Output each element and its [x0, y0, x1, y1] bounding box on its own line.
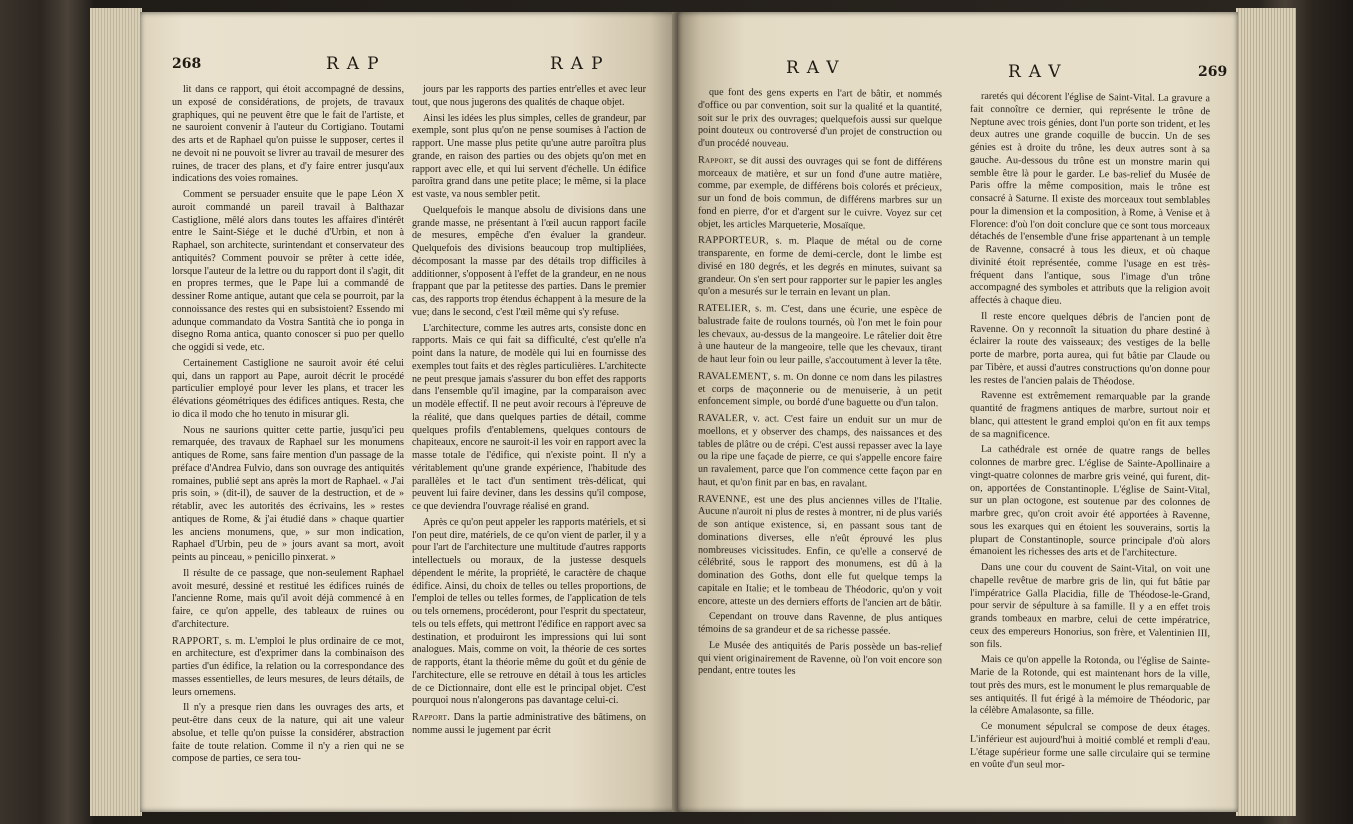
paragraph: Quelquefois le manque absolu de divisions dans une grande masse, ne présentant à l'œil aucun rapport facile de mesures, empêche d'en évaluer la grandeur. Quelquefois des divisions beaucoup trop multipliées, décomposant la masse par des détails trop difficiles à additionner, s'opposent à l'effet de la grandeur, en ne nous frappant que par la petitesse des parties. Dans le premier cas, des rapports trop étendus échappent à la mesure de la vue; dans le second, c'est l'œil même qui s'y refuse.: [412, 204, 646, 318]
paragraph: Ce monument sépulcral se compose de deux étages. L'inférieur est aujourd'hui à moitié comblé et rempli d'eau. L'étage supérieur forme une salle circulaire qui se termine en voûte d'un seul mor-: [970, 720, 1210, 771]
right-page-edges: [1236, 8, 1296, 816]
entry-text: , s. m. Plaque de métal ou de corne transparente, en forme de demi-cercle, dont le limbe est divisé en 180 degrés, et les degrés en minutes, suivant sa grandeur. On s'en sert pour rapporter sur le papier les angles qu'on a mesurés sur le terrain en levant un plan.: [698, 235, 942, 299]
entry-headword: Rapport: [698, 154, 734, 166]
running-head: RAP: [550, 54, 611, 74]
dictionary-entry: [698, 413, 942, 492]
paragraph: Après ce qu'on peut appeler les rapports matériels, et si l'on peut dire, matériels, de ce qu'on vient de parler, il y a pour l'art de l'architecture une multitude d'autres rapports intellectuels ou moraux, de la justesse desquels dépendent le mérite, la propriété, le caractère de chaque édifice. Ainsi, du choix de telles ou telles proportions, de l'emploi de telles ou telles formes, de l'application de tels ou tels ornemens, procéderont, pour l'esprit du spectateur, tels ou tels effets, qui mettront l'édifice en rapport avec sa destination, et produiront les impressions qui lui sont analogues. Mais, comme on voit, la théorie de ces sortes de rapports, étant la théorie même du goût et du génie de l'architecture, elle se retrouve en détail à tous les articles de ce Dictionnaire, dont elle est le principal objet. C'est pourquoi nous n'alongerons pas davantage celui-ci.: [412, 516, 646, 707]
paragraph: Ainsi les idées les plus simples, celles de grandeur, par exemple, sont plus qu'on ne pense soumises à l'action de rapport. Une masse plus petite qu'une autre paroîtra plus grande, en raison des parties ou des objets qu'on met en rapport avec elle, et qui lui servent d'échelle. Un édifice paroîtra grand dans une petite place; le même, si la place est vaste, va nous sembler petit.: [412, 112, 646, 200]
paragraph: Nous ne saurions quitter cette partie, jusqu'ici peu remarquée, des travaux de Raphael sur les monumens antiques de Rome, sans faire mention d'un passage de la préface d'Andrea Fulvio, dans son ouvrage des antiquités romaines, publié sept ans après la mort de Raphael. « J'ai pris soin, » (dit-il), de sauver de la destruction, et de » rétablir, avec les autorités des écrivains, les » restes antiques de Rome, & j'ai étudié dans » chaque quartier les anciens monumens, que, » sur mon indication, Raphael d'Urbin, peu de » jours avant sa mort, avoit peints au pinceau, » penicillo pinxerat. »: [172, 424, 404, 563]
left-page: [140, 12, 677, 812]
entry-headword: RAVALER: [698, 412, 746, 425]
entry-text: , s. m. On donne ce nom dans les pilastres et corps de maçonnerie ou de menuiserie, à un petit enfoncement simple, ou bordé d'une baguette ou d'un talon.: [698, 371, 942, 410]
paragraph: La cathédrale est ornée de quatre rangs de belles colonnes de marbre grec. L'église de Sainte-Apollinaire a vingt-quatre colonnes de marbre gris veiné, qui furent, dit-on, apportées de Constantinople. L'église de Saint-Vital, sur un plan octogone, est soutenue par des colonnes de marbre grec, qu'on croit avoir été apportées à Ravenne, sous les exarques qui en étoient les souverains, sortis la plupart de Constantinople, source principale d'où alors émanoient les richesses des arts et de l'architecture.: [970, 444, 1210, 560]
dictionary-entry: [698, 235, 942, 301]
paragraph: Ravenne est extrêmement remarquable par la grande quantité de fragmens antiques de marbre, surtout noir et blanc, qui attestent le grand emploi qu'on en fit aux temps de sa magnificence.: [970, 390, 1210, 441]
entry-headword: Rapport.: [412, 712, 451, 723]
paragraph: lit dans ce rapport, qui étoit accompagné de dessins, un exposé de considérations, de projets, de travaux graphiques, qui ne peuvent être que le fait de l'artiste, et ne sauroient convenir à l'auteur du Cortigiano. Toutami des arts et de Raphael qu'on puisse le supposer, certes il ne devoit ni ne pouvoit se livrer au travail de mesurer des ruines, de tracer des plans, et d'y faire entrer jusqu'aux indications des voies romaines.: [172, 84, 404, 185]
paragraph: Dans une cour du couvent de Saint-Vital, on voit une chapelle revêtue de marbre gris de lin, qui fut bâtie par l'impératrice Galla Placidia, fille de Théodose-le-Grand, pour servir de sépulture à sa famille. Il y a en effet trois grands tombeaux en marbre, celui de cette impératrice, ceux des empereurs Honorius, son frère, et Valentinien III, son fils.: [970, 561, 1210, 650]
paragraph: raretés qui décorent l'église de Saint-Vital. La gravure a fait connoître ce dernier, qui représente le trône de Neptune avec trois génies, dont l'un porte son trident, et les deux autres une grande coquille de buccin. Un de ses génies est à droite du trône, les deux autres sont à sa gauche. Au-dessous du trône est un monstre marin qui semble être là pour le garder. Le bas-relief du Musée de Paris offre la même composition, mais le trône est consacré à Saturne. Il existe des morceaux tout semblables pour la dimension et la composition, à Rome, à Venise et à Florence: d'où l'on doit conclure que ce sont tous morceaux détachés de l'ensemble d'une frise appartenant à un temple de Ravenne, consacré à tous les dieux, et où chaque divinité étoit représentée, comme l'usage en est très-fréquent dans l'antique, sous l'image d'un trône accompagné des symboles et attributs que la religion avoit affectés à chaque dieu.: [970, 90, 1210, 307]
paragraph: jours par les rapports des parties entr'elles et avec leur tout, que nous jugerons des qualités de chaque objet.: [412, 84, 646, 108]
paragraph: L'architecture, comme les autres arts, consiste donc en rapports. Mais ce qui fait sa difficulté, c'est qu'elle n'a point dans la nature, de modèle qui lui en fournisse des exemples tout faits et des règles particulières. L'architecte ne peut presque jamais s'assurer du bon effet des rapports dans l'ensemble qu'il imagine, par la comparaison avec un modèle effectif. Il ne peut avoir recours à l'épreuve de la réalité, que dans quelques parties de détail, comme quelques profils d'entablemens, quelques contours de chapiteaux, encore ne sauroit-il les voir en rapport avec la masse totale de l'édifice, qui n'existe point. Il n'y a véritablement qu'une grande expérience, l'habitude des parallèles et le tact d'un sentiment très-délicat, qui peuvent lui faire deviner, dans les dessins qu'il compose, ce que deviendra l'ouvrage réalisé en grand.: [412, 322, 646, 512]
left-page-edges: [90, 8, 142, 816]
running-head: RAP: [326, 54, 387, 74]
left-page-column-1: [172, 84, 404, 794]
running-head: RAV: [1008, 62, 1069, 82]
paragraph: Il n'y a presque rien dans les ouvrages des arts, et peut-être dans ceux de la nature, qui ait une valeur absolue, et telle qu'on puisse la considérer, abstraction faite de toute relation. Comme il n'y a rien qui ne se compose de parties, ce sera tou-: [172, 702, 404, 765]
dictionary-entry: [698, 154, 942, 233]
entry-headword: RATELIER: [698, 302, 749, 315]
paragraph: Certainement Castiglione ne sauroit avoir été celui qui, dans un rapport au Pape, auroit décrit le procédé particulier employé pour lever les plans, et tracer les élévations géométriques des édifices antiques. Resta, che io dica il modo che ho tenuto in misurar gli.: [172, 357, 404, 420]
paragraph: Mais ce qu'on appelle la Rotonda, ou l'église de Sainte-Marie de la Rotonde, qui est maintenant hors de la ville, tout près des murs, est le monument le plus remarquable de ses antiquités. Il fut érigé à la mémoire de Théodoric, par la célèbre Amalasonte, sa fille.: [970, 654, 1210, 718]
dictionary-entry: [698, 303, 942, 369]
left-page-header: [140, 56, 677, 82]
running-head: RAV: [786, 58, 847, 78]
paragraph: Il résulte de ce passage, que non-seulement Raphael avoit mesuré, dessiné et restitué les édifices ruinés de l'ancienne Rome, mais qu'il avoit déjà commencé à en faire, ce qu'on appelle, des tableaux de ruines ou d'architecture.: [172, 567, 404, 630]
dictionary-entry: [412, 712, 646, 738]
paragraph: que font des gens experts en l'art de bâtir, et nommés d'office ou par convention, soit sur la qualité et la quantité, soit sur le prix des ouvrages; quelquefois aussi sur quelque point douteux ou controversé d'un projet de construction ou d'un procédé nouveau.: [698, 86, 942, 150]
left-page-column-2: [412, 84, 646, 794]
entry-text: , v. act. C'est faire un enduit sur un mur de moellons, et y observer des champs, des naissances et des tables de plâtre ou de crépi. C'est aussi repasser avec la laye ou la ripe une façade de pierre, ce qui s'appelle encore faire un ravalement, parce que l'on commence cette façon par en haut, et qu'on finit par en bas, en ravalant.: [698, 413, 942, 490]
right-page-column-1: [698, 87, 942, 796]
page-number: 269: [1198, 64, 1228, 80]
entry-headword: RAPPORT: [172, 635, 219, 647]
entry-headword: RAVENNE: [698, 493, 748, 505]
entry-text: , s. m. C'est, dans une écurie, une espèce de balustrade faite de roulons tournés, où l'on met le foin pour les chevaux, au-dessus de la mangeoire. Le râtelier doit être à une hauteur de la mangeoire, telle que les chevaux, tirant de haut leur foin ou leur paille, s'accoutument à lever la tête.: [698, 303, 942, 368]
paragraph: Cependant on trouve dans Ravenne, de plus antiques témoins de sa grandeur et de sa richesse passée.: [698, 611, 942, 637]
right-page-column-2: [970, 91, 1210, 796]
paragraph: Le Musée des antiquités de Paris possède un bas-relief qui vient originairement de Ravenne, où l'on voit encore son pendant, entre toutes les: [698, 639, 943, 677]
right-page: [678, 12, 1238, 812]
dictionary-entry: [698, 493, 942, 610]
dictionary-entry: [172, 636, 404, 700]
paragraph: Il reste encore quelques débris de l'ancien pont de Ravenne. On y reconnoît la situation du phare destiné à éclairer la route des vaisseaux; des vestiges de la belle porte de marbre, porta aurea, qui fut bâtie par Claude ou par Tibère, et aussi d'autres constructions qu'on donne pour les restes de l'ancien palais de Théodose.: [970, 310, 1210, 387]
entry-headword: RAPPORTEUR: [698, 234, 767, 247]
paragraph: Comment se persuader ensuite que le pape Léon X auroit commandé un pareil travail à Balthazar Castiglione, mêlé alors dans toutes les affaires d'intérêt entre le Saint-Siége et le duché d'Urbin, et non à Raphael, son architecte, surintendant et conservateur des antiquités? Comment pouvoir se prêter à cette idée, lorsque l'auteur de la lettre ou du rapport dont il s'agit, dit en propres termes, que le Pape lui a commandé de dessiner Rome antique, autant que cela se pourroit, par la connoissance des restes qui en subsistoient? Essendo mi adunque commandato da Vostra Santità che io ponga in disegno Roma antica, quanto conoscer si puo per quello che oggidi si vede, etc.: [172, 189, 404, 353]
entry-headword: RAVALEMENT: [698, 370, 768, 383]
page-number: 268: [172, 56, 202, 72]
dictionary-entry: [698, 370, 942, 411]
entry-text: , s. m. L'emploi le plus ordinaire de ce mot, en architecture, est d'exprimer dans la combinaison des parties d'un édifice, la relation ou la correspondance des masses essentielles, de leurs mesures, de leurs détails, de leurs ornemens.: [172, 635, 404, 698]
entry-text: Dans la partie administrative des bâtimens, on nomme aussi le jugement par écrit: [412, 712, 646, 736]
entry-text: , est une des plus anciennes villes de l'Italie. Aucune n'auroit ni plus de restes à montrer, ni de plus variés de son antique existence, si, en passant sous tant de dominations diverses, elle n'eût éprouvé les plus nombreuses vicissitudes. Enfin, ce qu'elle a conservé de célébrité, sous le rapport des monumens, est dû à la domination des Goths, dont elle fut quelque temps la capitale en Italie; et le tombeau de Théodoric, qu'on y voit encore, atteste un des derniers efforts de l'ancien art de bâtir.: [698, 493, 942, 609]
right-page-header: [678, 56, 1238, 82]
entry-text: , se dit aussi des ouvrages qui se font de différens morceaux de matière, et sur un fond d'une autre matière, comme, par exemple, de différens bois colorés et précieux, sur un fond de bois commun, de différens marbres sur un fond en pierre, d'or et d'argent sur le cuivre. Voyez sur cet objet, les articles Marqueterie, Mosaïque.: [698, 154, 942, 231]
